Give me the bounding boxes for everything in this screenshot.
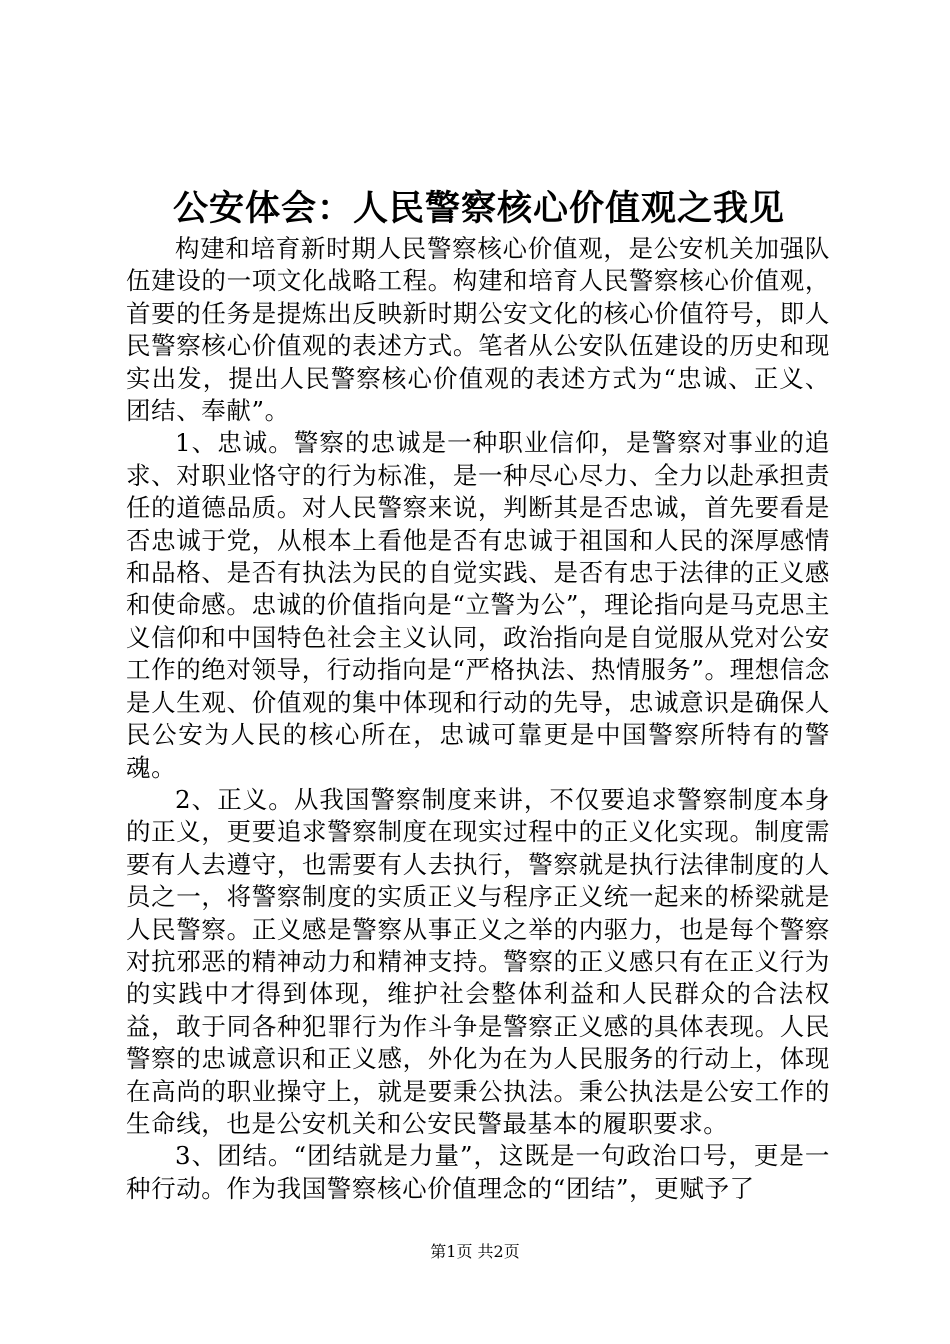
document-body: [126, 233, 830, 1205]
paragraph-loyalty: 1、忠诚。警察的忠诚是一种职业信仰，是警察对事业的追求、对职业恪守的行为标准，是一种尽心尽力、全力以赴承担责任的道德品质。对人民警察来说，判断其是否忠诚，首先要看是否忠诚于党，从根本上看他是否有忠诚于祖国和人民的深厚感情和品格、是否有执法为民的自觉实践、是否有忠于法律的正义感和使命感。忠诚的价值指向是“立警为公”，理论指向是马克思主义信仰和中国特色社会主义认同，政治指向是自觉服从党对公安工作的绝对领导，行动指向是“严格执法、热情服务”。理想信念是人生观、价值观的集中体现和行动的先导，忠诚意识是确保人民公安为人民的核心所在，忠诚可靠更是中国警察所特有的警魂。: [126, 428, 830, 782]
document-title: 公安体会：人民警察核心价值观之我见: [172, 188, 785, 229]
paragraph-unity: 3、团结。“团结就是力量”，这既是一句政治口号，更是一种行动。作为我国警察核心价值理念的“团结”，更赋予了: [126, 1141, 830, 1203]
paragraph-intro: 构建和培育新时期人民警察核心价值观，是公安机关加强队伍建设的一项文化战略工程。构建和培育人民警察核心价值观，首要的任务是提炼出反映新时期公安文化的核心价值符号，即人民警察核心价值观的表述方式。笔者从公安队伍建设的历史和现实出发，提出人民警察核心价值观的表述方式为“忠诚、正义、团结、奉献”。: [126, 234, 830, 426]
paragraph-justice: 2、正义。从我国警察制度来讲，不仅要追求警察制度本身的正义，更要追求警察制度在现实过程中的正义化实现。制度需要有人去遵守，也需要有人去执行，警察就是执行法律制度的人员之一，将警察制度的实质正义与程序正义统一起来的桥梁就是人民警察。正义感是警察从事正义之举的内驱力，也是每个警察对抗邪恶的精神动力和精神支持。警察的正义感只有在正义行为的实践中才得到体现，维护社会整体利益和人民群众的合法权益，敢于同各种犯罪行为作斗争是警察正义感的具体表现。人民警察的忠诚意识和正义感，外化为在为人民服务的行动上，体现在高尚的职业操守上，就是要秉公执法。秉公执法是公安工作的生命线，也是公安机关和公安民警最基本的履职要求。: [126, 784, 830, 1138]
page-number-footer: 第1页 共2页: [430, 1242, 520, 1261]
